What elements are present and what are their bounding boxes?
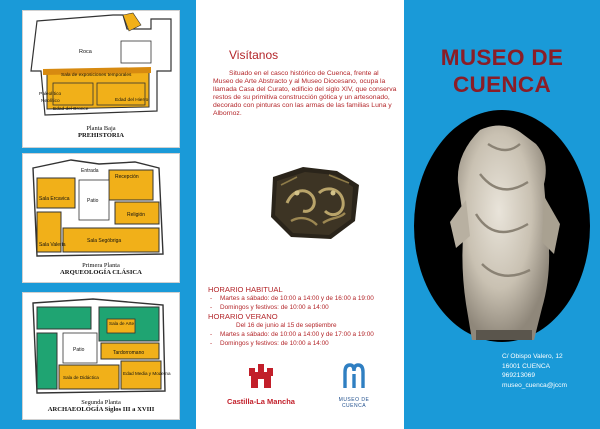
title-line2: CUENCA — [452, 72, 552, 97]
visit-heading: Visítanos — [229, 48, 279, 62]
hours-text: Martes a sábado: de 10:00 a 14:00 y de 17:00 a 19:00 — [220, 331, 374, 338]
floor-theme: PREHISTORIA — [77, 132, 125, 139]
visit-description: Situado en el casco histórico de Cuenca, frente al Museo de Arte Abstracto y al Museo Diocesano, ocupa la llamada Casa del Curato, edificio del siglo XIV, que conserva restos de su primitiva construcción gótica y un artesonado, decorado con pinturas con las armas de las familias Luna y Albornoz. — [213, 70, 397, 118]
hours-text: Martes a sábado: de 10:00 a 14:00 y de 16:00 a 19:00 — [220, 295, 374, 302]
room-label: Edad del Bronce — [53, 107, 89, 112]
plan-card-first-floor — [22, 153, 180, 283]
room-label: Recepción — [115, 174, 139, 180]
castilla-la-mancha-logo — [224, 362, 298, 406]
contact-info — [502, 352, 600, 390]
museo-cuenca-logo — [324, 362, 384, 409]
room-label: Religión — [127, 212, 146, 218]
floor-name: Primera Planta — [82, 262, 120, 269]
room-label: Patio — [87, 198, 99, 204]
plan-caption — [23, 125, 179, 139]
room-label: Sala Segóbriga — [87, 238, 122, 244]
logo-text-line2: CUENCA — [341, 403, 367, 409]
room-label: Edad Media y Moderna — [123, 371, 171, 376]
plan-card-second-floor — [22, 292, 180, 420]
room-label: Paleolítico — [39, 92, 62, 97]
bullet: - — [210, 331, 213, 338]
address-line2: 16001 CUENCA — [502, 362, 551, 370]
room-label: Edad del Hierro — [115, 98, 149, 103]
cover-panel — [404, 0, 600, 429]
ground-floor-map — [23, 11, 181, 123]
room-label: Entrada — [81, 168, 99, 174]
logo-text-line1: MUSEO DE — [338, 397, 370, 403]
museum-m-icon — [342, 362, 366, 390]
phone-number: 969213069 — [502, 372, 536, 380]
hours-line — [208, 303, 402, 312]
floor-theme: ARQUEOLOGÍA CLÁSICA — [60, 269, 142, 276]
room-label: Neolítico — [41, 99, 60, 104]
hours-line — [208, 330, 402, 339]
plan-caption — [23, 262, 179, 276]
floor-name: Planta Baja — [86, 125, 116, 132]
region-name: Castilla-La Mancha — [227, 397, 295, 406]
bullet: - — [210, 295, 213, 302]
hours-text: Domingos y festivos: de 10:00 a 14:00 — [220, 304, 329, 311]
floor-theme: ARCHAEOLOGÍA Siglos III a XVIII — [47, 406, 155, 413]
regular-hours-heading: HORARIO HABITUAL — [208, 285, 283, 294]
hours-line — [208, 294, 402, 303]
room-label: Roca — [79, 49, 92, 55]
hours-text: Domingos y festivos: de 10:00 a 14:00 — [220, 340, 329, 347]
museum-title — [404, 44, 600, 98]
room-label: Sala Ercavica — [39, 196, 70, 202]
room-label: Patio — [73, 347, 85, 353]
second-floor-map — [23, 293, 181, 397]
room-label: Tardorromano — [113, 350, 145, 356]
room-label: Sala de Arte — [109, 321, 135, 326]
floor-plans-panel — [0, 0, 196, 429]
opening-hours — [208, 285, 402, 348]
plan-caption — [23, 399, 179, 413]
floor-name: Segunda Planta — [81, 399, 121, 406]
bronze-artifact-image — [267, 163, 363, 243]
bullet: - — [210, 304, 213, 311]
summer-hours-heading: HORARIO VERANO — [208, 312, 278, 321]
castle-icon — [247, 362, 275, 390]
roman-statue-image — [410, 104, 596, 344]
bullet: - — [210, 340, 213, 347]
address-line1: C/ Obispo Valero, 12 — [502, 353, 563, 360]
first-floor-map — [23, 154, 181, 262]
plan-card-ground-floor — [22, 10, 180, 148]
room-label: Sala Valeria — [39, 242, 66, 248]
room-label: Sala de exposiciones temporales — [61, 73, 132, 78]
summer-period: Del 16 de junio al 15 de septiembre — [236, 322, 337, 329]
title-line1: MUSEO DE — [440, 45, 564, 70]
room-label: Sala de Didáctica — [63, 375, 99, 380]
visit-info-panel — [196, 0, 404, 429]
hours-line — [208, 339, 402, 348]
email-address: museo_cuenca@jccm — [502, 381, 567, 389]
